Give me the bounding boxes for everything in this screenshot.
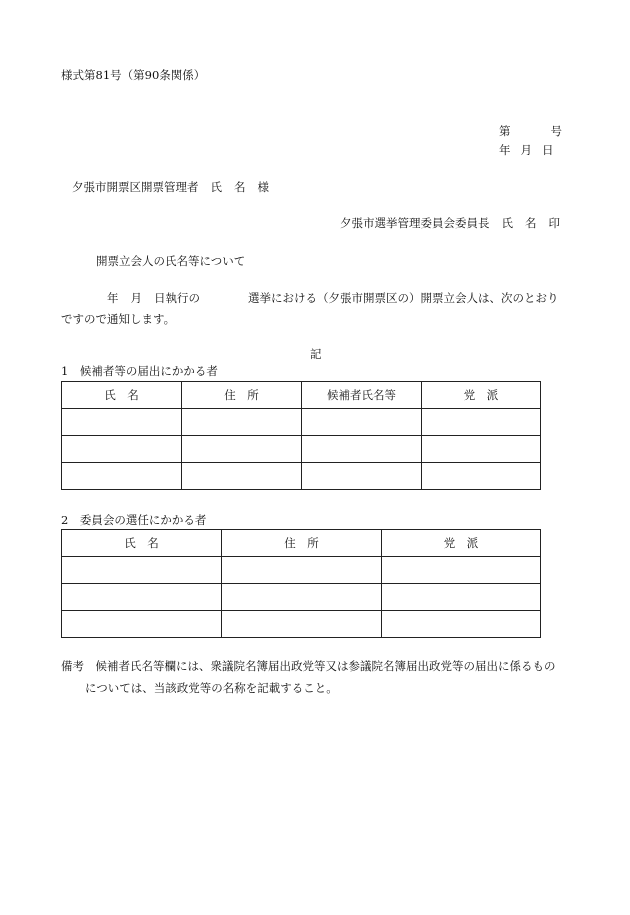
- table-cell[interactable]: [382, 611, 541, 638]
- date-day: 日: [542, 143, 554, 157]
- table-cell[interactable]: [62, 463, 182, 490]
- form-number: 様式第81号（第90条関係）: [61, 68, 206, 82]
- number-label-suffix: 号: [550, 124, 562, 138]
- table-cell[interactable]: [422, 436, 541, 463]
- body-rest: 選挙における（夕張市開票区の）開票立会人は、次のとおり: [248, 291, 559, 305]
- table-cell[interactable]: [382, 584, 541, 611]
- number-label-prefix: 第: [499, 124, 511, 138]
- table-cell[interactable]: [62, 436, 182, 463]
- table-cell[interactable]: [182, 463, 302, 490]
- table-cell[interactable]: [302, 409, 422, 436]
- table-cell[interactable]: [62, 611, 222, 638]
- table-cell[interactable]: [382, 557, 541, 584]
- table-cell[interactable]: [422, 409, 541, 436]
- body-line-2: ですので通知します。: [61, 312, 176, 326]
- table-row: [62, 436, 541, 463]
- body-year: 年: [107, 291, 119, 305]
- table-cell[interactable]: [422, 463, 541, 490]
- sender-line: [340, 216, 560, 230]
- sender-seal: 印: [548, 216, 560, 230]
- addressee-honorific: 様: [257, 180, 269, 194]
- sender-org: 夕張市選挙管理委員会委員長: [340, 216, 490, 230]
- addressee-name-2: 名: [234, 180, 246, 194]
- header-candidate: 候補者氏名等: [302, 382, 422, 409]
- table-row: [62, 584, 541, 611]
- date-year: 年: [499, 143, 511, 157]
- header-address: 住 所: [222, 530, 382, 557]
- section2-title: 2 委員会の選任にかかる者: [61, 513, 207, 527]
- table-cell[interactable]: [62, 557, 222, 584]
- sender-name-1: 氏: [501, 216, 513, 230]
- section1-title: 1 候補者等の届出にかかる者: [61, 364, 218, 378]
- section2-table: [61, 529, 541, 638]
- header-name: 氏 名: [62, 382, 182, 409]
- addressee-org: 夕張市開票区開票管理者: [72, 180, 199, 194]
- addressee-line: [72, 180, 269, 194]
- table-row: [62, 611, 541, 638]
- table-row: [62, 409, 541, 436]
- table-cell[interactable]: [302, 463, 422, 490]
- date-month: 月: [520, 143, 532, 157]
- section1-table: [61, 381, 541, 490]
- table-row: [62, 463, 541, 490]
- table-cell[interactable]: [62, 409, 182, 436]
- sender-name-2: 名: [525, 216, 537, 230]
- header-party: 党 派: [382, 530, 541, 557]
- table-row: [62, 557, 541, 584]
- header-address: 住 所: [182, 382, 302, 409]
- addressee-name-1: 氏: [210, 180, 222, 194]
- table-cell[interactable]: [222, 557, 382, 584]
- header-party: 党 派: [422, 382, 541, 409]
- body-day-exec: 日執行の: [154, 291, 200, 305]
- body-line-1: [61, 291, 559, 305]
- table-header-row: [62, 382, 541, 409]
- table-cell[interactable]: [62, 584, 222, 611]
- table-header-row: [62, 530, 541, 557]
- table-cell[interactable]: [182, 409, 302, 436]
- table-cell[interactable]: [222, 611, 382, 638]
- table-cell[interactable]: [182, 436, 302, 463]
- note-line-1: 備考 候補者氏名等欄には、衆議院名簿届出政党等又は参議院名簿届出政党等の届出に係るもの: [61, 659, 556, 673]
- table-cell[interactable]: [302, 436, 422, 463]
- date-line: [499, 143, 554, 157]
- note-line-2: については、当該政党等の名称を記載すること。: [85, 681, 338, 695]
- ki-heading: 記: [310, 347, 322, 361]
- table-cell[interactable]: [222, 584, 382, 611]
- subject-line: 開票立会人の氏名等について: [96, 254, 246, 268]
- document-number-line: [499, 124, 562, 138]
- header-name: 氏 名: [62, 530, 222, 557]
- body-month: 月: [130, 291, 142, 305]
